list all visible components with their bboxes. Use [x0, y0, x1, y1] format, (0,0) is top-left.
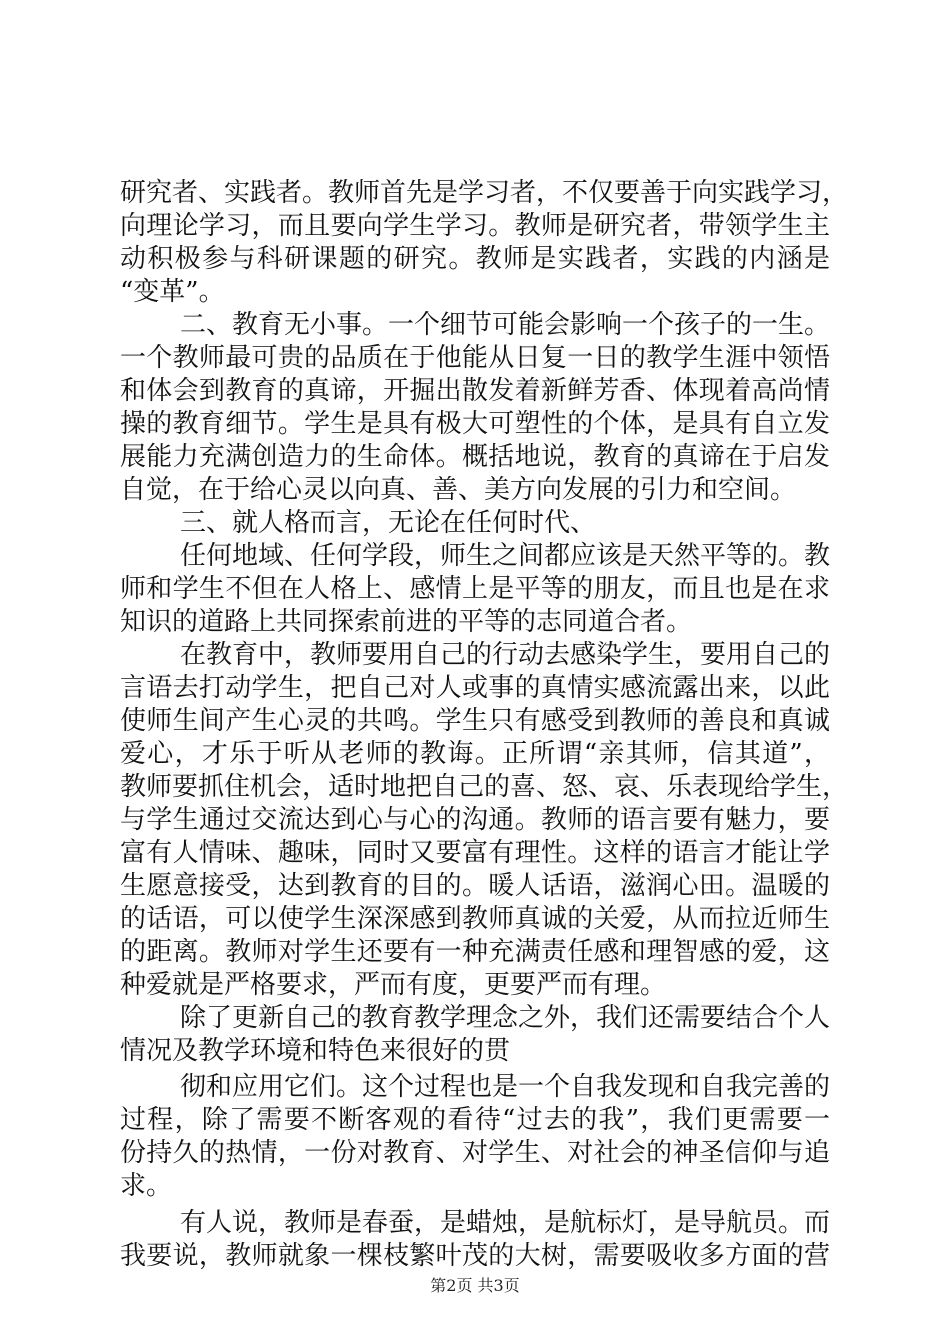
text-line: 向理论学习，而且要向学生学习。教师是研究者，带领学生主 — [120, 211, 830, 241]
text-line: 情况及教学环境和特色来很好的贯 — [120, 1036, 511, 1066]
text-line: 我要说，教师就象一棵枝繁叶茂的大树，需要吸收多方面的营 — [120, 1241, 830, 1271]
paragraph-start: 除了更新自己的教育教学理念之外，我们还需要结合个人 — [180, 1003, 831, 1033]
text-line: 的话语，可以使学生深深感到教师真诚的关爱，从而拉近师生 — [120, 904, 830, 934]
text-line: 与学生通过交流达到心与心的沟通。教师的语言要有魅力，要 — [120, 805, 830, 835]
text-line: 展能力充满创造力的生命体。概括地说，教育的真谛在于启发 — [120, 442, 830, 472]
text-line: 求。 — [120, 1171, 173, 1201]
page-footer: 第2页 共3页 — [430, 1276, 520, 1295]
paragraph-start: 有人说，教师是春蚕，是蜡烛，是航标灯，是导航员。而 — [180, 1208, 831, 1238]
text-line: 操的教育细节。学生是具有极大可塑性的个体，是具有自立发 — [120, 409, 830, 439]
paragraph-start: 三、就人格而言，无论在任何时代、 — [180, 508, 597, 538]
paragraph-start: 彻和应用它们。这个过程也是一个自我发现和自我完善的 — [180, 1072, 831, 1102]
text-line: 富有人情味、趣味，同时又要富有理性。这样的语言才能让学 — [120, 838, 830, 868]
paragraph-start: 二、教育无小事。一个细节可能会影响一个孩子的一生。 — [180, 310, 831, 340]
paragraph-start: 在教育中，教师要用自己的行动去感染学生，要用自己的 — [180, 640, 831, 670]
text-line: 知识的道路上共同探索前进的平等的志同道合者。 — [120, 607, 693, 637]
text-line: 言语去打动学生，把自己对人或事的真情实感流露出来，以此 — [120, 673, 830, 703]
text-line: 爱心，才乐于听从老师的教诲。正所谓“亲其师，信其道”， — [120, 739, 830, 769]
text-line: 动积极参与科研课题的研究。教师是实践者，实践的内涵是 — [120, 244, 830, 274]
text-line: 种爱就是严格要求，严而有度，更要严而有理。 — [120, 970, 667, 1000]
text-line: 研究者、实践者。教师首先是学习者，不仅要善于向实践学习， — [120, 178, 849, 208]
text-line: 一个教师最可贵的品质在于他能从日复一日的教学生涯中领悟 — [120, 343, 830, 373]
text-line: 师和学生不但在人格上、感情上是平等的朋友，而且也是在求 — [120, 574, 830, 604]
text-line: 份持久的热情，一份对教育、对学生、对社会的神圣信仰与追 — [120, 1138, 830, 1168]
paragraph-start: 任何地域、任何学段，师生之间都应该是天然平等的。教 — [180, 541, 831, 571]
text-line: 的距离。教师对学生还要有一种充满责任感和理智感的爱，这 — [120, 937, 830, 967]
text-line: “变革”。 — [120, 277, 225, 307]
text-line: 自觉，在于给心灵以向真、善、美方向发展的引力和空间。 — [120, 475, 797, 505]
text-line: 生愿意接受，达到教育的目的。暖人话语，滋润心田。温暖的 — [120, 871, 830, 901]
text-line: 和体会到教育的真谛，开掘出散发着新鲜芳香、体现着高尚情 — [120, 376, 830, 406]
text-line: 过程，除了需要不断客观的看待“过去的我”，我们更需要一 — [120, 1105, 830, 1135]
text-line: 教师要抓住机会，适时地把自己的喜、怒、哀、乐表现给学生， — [120, 772, 849, 802]
text-line: 使师生间产生心灵的共鸣。学生只有感受到教师的善良和真诚 — [120, 706, 830, 736]
